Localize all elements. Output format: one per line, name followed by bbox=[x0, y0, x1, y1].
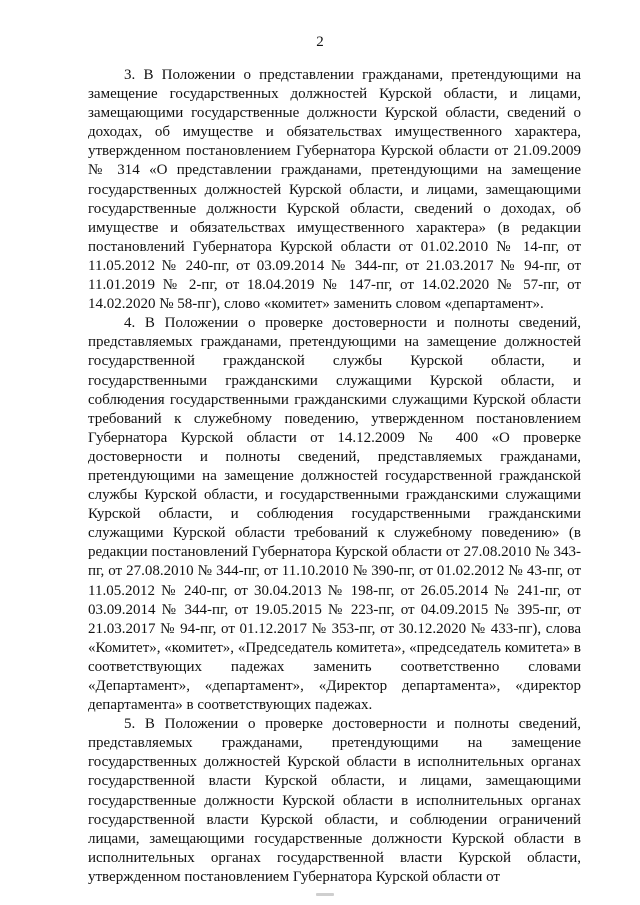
paragraph-3: 3. В Положении о представлении гражданами, претендующими на замещение государственных должностей Курской области, и лицами, замещающими государственные должности Курской области, сведений о доходах, об имуществе и обязательствах имущественного характера, утвержденном постановлением Губернатора Курской области от 21.09.2009 № 314 «О представлении гражданами, претендующими на замещение государственных должностей Курской области, и лицами, замещающими государственные должности Курской области, сведений о доходах, об имуществе и обязательствах имущественного характера» (в редакции постановлений Губернатора Курской области от 01.02.2010 № 14-пг, от 11.05.2012 № 240-пг, от 03.09.2014 № 344-пг, от 21.03.2017 № 94-пг, от 11.01.2019 № 2-пг, от 18.04.2019 № 147-пг, от 14.02.2020 № 57-пг, от 14.02.2020 № 58-пг), слово «комитет» заменить словом «департамент». bbox=[88, 67, 581, 313]
document-body bbox=[88, 66, 581, 887]
scan-artifact bbox=[316, 893, 334, 896]
paragraph-4: 4. В Положении о проверке достоверности и полноты сведений, представляемых гражданами, претендующими на замещение должностей государственной гражданской службы Курской области, и государственными гражданскими служащими Курской области, и соблюдения государственными гражданскими служащими Курской области требований к служебному поведению, утвержденном постановлением Губернатора Курской области от 14.12.2009 № 400 «О проверке достоверности и полноты сведений, представляемых гражданами, претендующими на замещение должностей государственной гражданской службы Курской области, и государственными гражданскими служащими Курской области, и соблюдения государственными гражданскими служащими Курской области требований к служебному поведению» (в редакции постановлений Губернатора Курской области от 27.08.2010 № 343-пг, от 27.08.2010 № 344-пг, от 11.10.2010 № 390-пг, от 01.02.2012 № 43-пг, от 11.05.2012 № 240-пг, от 30.04.2013 № 198-пг, от 26.05.2014 № 241-пг, от 03.09.2014 № 344-пг, от 19.05.2015 № 223-пг, от 04.09.2015 № 395-пг, от 21.03.2017 № 94-пг, от 01.12.2017 № 353-пг, от 30.12.2020 № 433-пг), слова «Комитет», «комитет», «Председатель комитета», «председатель комитета» в соответствующих падежах заменить соответственно словами «Департамент», «департамент», «Директор департамента», «директор департамента» в соответствующих падежах. bbox=[88, 315, 581, 714]
paragraph-5: 5. В Положении о проверке достоверности и полноты сведений, представляемых гражданами, претендующими на замещение государственных должностей Курской области в исполнительных органах государственной власти Курской области, и лицами, замещающими государственные должности Курской области в исполнительных органах государственной власти Курской области, и соблюдении ограничений лицами, замещающими государственные должности Курской области в исполнительных органах государственной власти Курской области, утвержденном постановлением Губернатора Курской области от bbox=[88, 716, 581, 885]
page-number: 2 bbox=[316, 34, 324, 50]
